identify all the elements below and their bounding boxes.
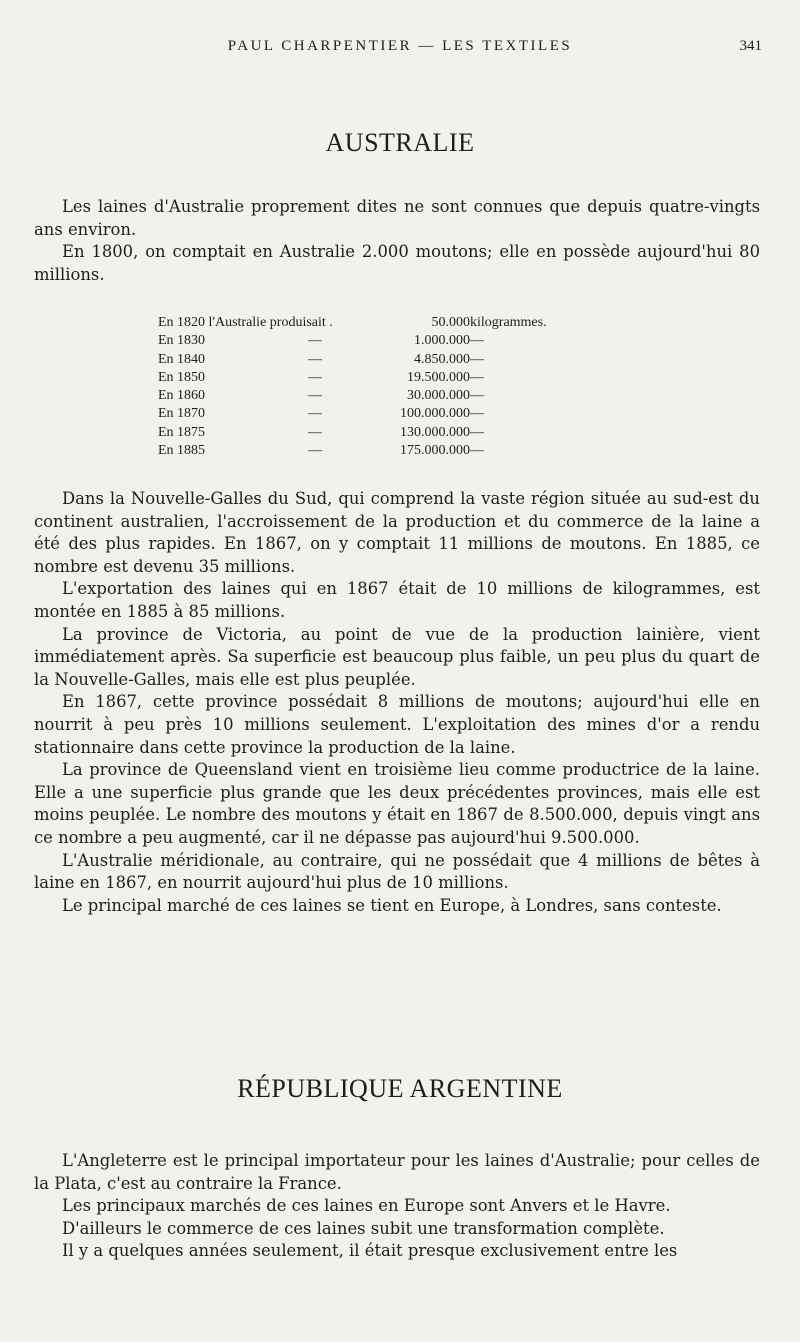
paragraph: En 1800, on comptait en Australie 2.000 moutons; elle en possède aujourd'hui 80 millions.	[34, 242, 760, 284]
year-label: En 1870	[158, 406, 206, 422]
table-cell-year	[158, 332, 374, 350]
table-cell-year	[158, 387, 374, 405]
table-cell-unit: —	[470, 443, 484, 459]
ditto-mark: —	[308, 424, 322, 440]
table-cell-unit: —	[470, 369, 484, 385]
table-row	[158, 314, 547, 332]
table-cell-quantity: 1.000.000	[414, 333, 470, 349]
table-cell-quantity: 30.000.000	[407, 388, 470, 404]
year-label: En 1850	[158, 369, 206, 385]
paragraph: La province de Victoria, au point de vue de la production lainière, vient immédiatement après. Sa superficie est beaucoup plus faible, un peu plus du quart de la Nouvelle-Galles, mais elle est plus peuplée.	[34, 624, 760, 689]
table-cell-unit: —	[470, 424, 484, 440]
year-label: En 1840	[158, 351, 206, 367]
table-cell-quantity: 130.000.000	[400, 424, 470, 440]
table-cell-unit: —	[470, 351, 484, 367]
year-label: En 1830	[158, 333, 206, 349]
table-row	[158, 351, 547, 369]
table-cell-year	[158, 351, 374, 369]
table-cell-year	[158, 424, 374, 442]
paragraph: L'Angleterre est le principal importateur pour les laines d'Australie; pour celles de la Plata, c'est au contraire la France.	[34, 1151, 760, 1193]
table-cell-year	[158, 405, 374, 423]
table-cell-quantity: 4.850.000	[414, 351, 470, 367]
paragraph: La province de Queensland vient en troisième lieu comme productrice de la laine. Elle a une superficie plus grande que les deux précédentes provinces, mais elle est moins peuplée. Le nombre des moutons y était en 1867 de 8.500.000, depuis vingt ans ce nombre a peu augmenté, car il ne dépasse pas aujourd'hui 9.500.000.	[34, 760, 760, 847]
year-label: En 1885	[158, 443, 206, 459]
table-cell-year: En 1820 l'Australie produisait .	[158, 315, 333, 330]
paragraph: L'Australie méridionale, au contraire, qui ne possédait que 4 millions de bêtes à laine en 1867, en nourrit aujourd'hui plus de 10 millions.	[34, 850, 760, 893]
section-title-australie: AUSTRALIE	[325, 128, 475, 157]
paragraph: D'ailleurs le commerce de ces laines subit une transformation complète.	[62, 1218, 665, 1238]
year-label: En 1860	[158, 388, 206, 404]
intro-text	[34, 196, 760, 286]
paragraph: L'exportation des laines qui en 1867 était de 10 millions de kilogrammes, est montée en 1885 à 85 millions.	[34, 579, 760, 621]
ditto-mark: —	[308, 333, 322, 349]
table-row	[158, 405, 547, 423]
australie-body	[34, 488, 760, 917]
paragraph: En 1867, cette province possédait 8 millions de moutons; aujourd'hui elle en nourrit à peu près 10 millions seulement. L'exploitation des mines d'or a rendu stationnaire dans cette province la production de la laine.	[34, 692, 760, 757]
table-cell-unit: —	[470, 333, 484, 349]
argentine-body	[34, 1150, 760, 1263]
table-cell-unit: —	[470, 388, 484, 404]
ditto-mark: —	[308, 406, 322, 422]
table-cell-quantity: 100.000.000	[400, 406, 470, 422]
running-header	[0, 38, 800, 58]
table-cell-unit: —	[470, 406, 484, 422]
table-cell-year	[158, 369, 374, 387]
table-cell-unit: kilogrammes.	[470, 315, 547, 330]
paragraph: Les laines d'Australie proprement dites ne sont connues que depuis quatre-vingts ans environ.	[34, 197, 760, 239]
paragraph: Les principaux marchés de ces laines en Europe sont Anvers et le Havre.	[62, 1196, 671, 1216]
table-cell-quantity: 50.000	[431, 315, 470, 330]
paragraph: Dans la Nouvelle-Galles du Sud, qui comprend la vaste région située au sud-est du continent australien, l'accroissement de la production et du commerce de la laine a été des plus rapides. En 1867, on y comptait 11 millions de moutons. En 1885, ce nombre est devenu 35 millions.	[34, 489, 760, 576]
table-cell-quantity: 175.000.000	[400, 443, 470, 459]
table-row	[158, 332, 547, 350]
table-row	[158, 424, 547, 442]
page-number: 341	[739, 38, 762, 54]
table-row	[158, 442, 547, 460]
ditto-mark: —	[308, 369, 322, 385]
running-title: PAUL CHARPENTIER — LES TEXTILES	[227, 38, 573, 54]
table-row	[158, 387, 547, 405]
paragraph: Le principal marché de ces laines se tient en Europe, à Londres, sans conteste.	[62, 895, 722, 915]
table-cell-year	[158, 442, 374, 460]
year-label: En 1875	[158, 424, 206, 440]
table-cell-quantity: 19.500.000	[407, 369, 470, 385]
ditto-mark: —	[308, 388, 322, 404]
section-title-republique-argentine: RÉPUBLIQUE ARGENTINE	[237, 1074, 563, 1103]
paragraph: Il y a quelques années seulement, il était presque exclusivement entre les	[62, 1241, 678, 1261]
ditto-mark: —	[308, 443, 322, 459]
production-table	[158, 314, 547, 460]
ditto-mark: —	[308, 351, 322, 367]
table-row	[158, 369, 547, 387]
